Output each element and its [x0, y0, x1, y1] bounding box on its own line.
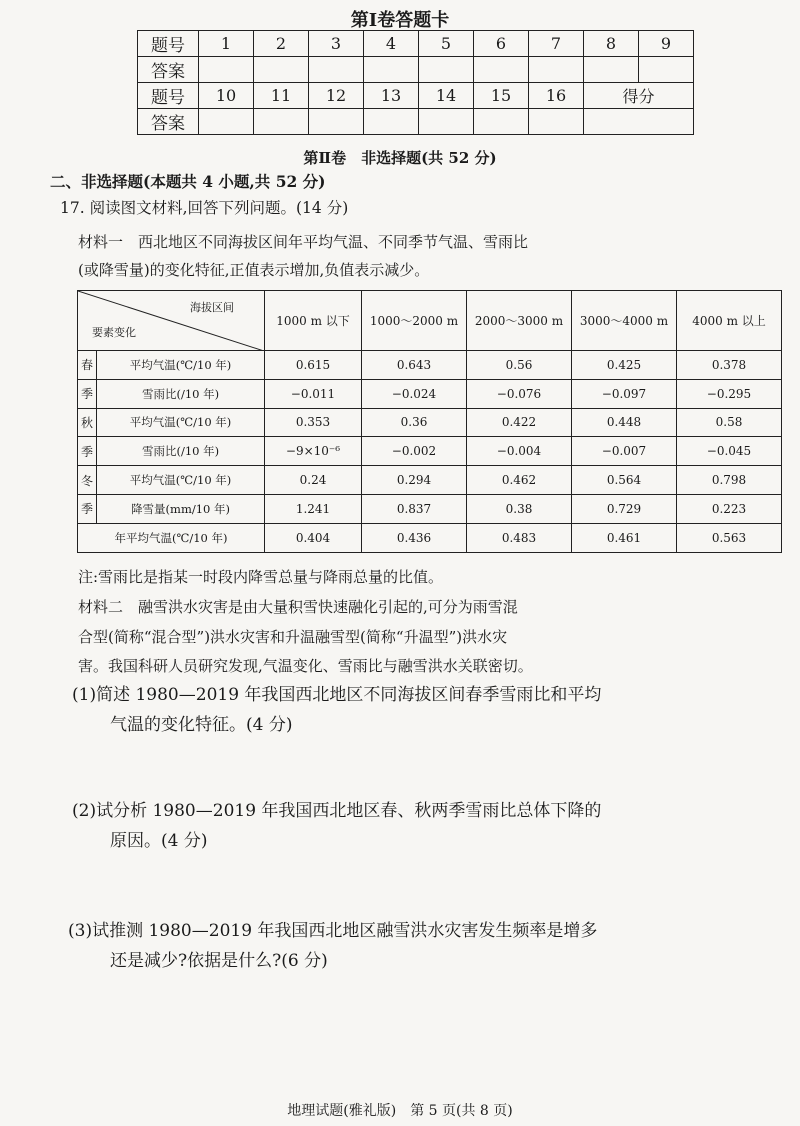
table-cell: −0.045	[677, 437, 782, 466]
answer-cell[interactable]	[254, 109, 309, 135]
material-1-line-1: 材料一 西北地区不同海拔区间年平均气温、不同季节气温、雪雨比	[78, 233, 529, 251]
material-2-line-2: 合型(简称“混合型”)洪水灾害和升温融雪型(简称“升温型”)洪水灾	[78, 628, 508, 646]
element-label: 平均气温(℃/10 年)	[97, 408, 265, 437]
table-cell: 0.462	[467, 466, 572, 495]
answer-cell[interactable]	[419, 57, 474, 83]
question-number: 9	[639, 31, 694, 57]
table-cell: 1.241	[265, 494, 362, 523]
table-cell: −0.097	[572, 379, 677, 408]
question-number: 4	[364, 31, 419, 57]
table-cell: −9×10⁻⁶	[265, 437, 362, 466]
table-cell: 0.425	[572, 351, 677, 380]
table-note: 注:雪雨比是指某一时段内降雪总量与降雨总量的比值。	[78, 568, 444, 586]
table-cell: 0.404	[265, 523, 362, 552]
table-cell: 0.563	[677, 523, 782, 552]
section-heading: 二、非选择题(本题共 4 小题,共 52 分)	[50, 172, 326, 191]
table-cell: 0.422	[467, 408, 572, 437]
element-label: 雪雨比(/10 年)	[97, 379, 265, 408]
table-cell: 0.24	[265, 466, 362, 495]
material-2-line-1: 材料二 融雪洪水灾害是由大量积雪快速融化引起的,可分为雨雪混	[78, 598, 518, 616]
table-cell: 0.38	[467, 494, 572, 523]
answer-cell[interactable]	[309, 57, 364, 83]
answer-cell[interactable]	[364, 57, 419, 83]
table-cell: 0.223	[677, 494, 782, 523]
question-number-header: 题号	[138, 31, 199, 57]
material-1-line-2: (或降雪量)的变化特征,正值表示增加,负值表示减少。	[78, 261, 430, 279]
answer-cell[interactable]	[364, 109, 419, 135]
question-17-stem: 17. 阅读图文材料,回答下列问题。(14 分)	[60, 199, 349, 217]
table-cell: 0.643	[362, 351, 467, 380]
question-number: 16	[529, 83, 584, 109]
table-cell: 0.56	[467, 351, 572, 380]
answer-header: 答案	[138, 57, 199, 83]
table-cell: −0.076	[467, 379, 572, 408]
climate-data-table	[77, 290, 782, 553]
table-cell: 0.729	[572, 494, 677, 523]
table-cell: 0.798	[677, 466, 782, 495]
question-number: 7	[529, 31, 584, 57]
column-header: 1000～2000 m	[362, 291, 467, 351]
answer-cell[interactable]	[584, 57, 639, 83]
question-number-header: 题号	[138, 83, 199, 109]
table-cell: −0.004	[467, 437, 572, 466]
answer-cell[interactable]	[474, 57, 529, 83]
question-1-line-1: (1)简述 1980—2019 年我国西北地区不同海拔区间春季雪雨比和平均	[72, 685, 602, 705]
season-label: 季	[78, 494, 97, 523]
answer-cell[interactable]	[529, 57, 584, 83]
element-label: 降雪量(mm/10 年)	[97, 494, 265, 523]
element-label: 平均气温(℃/10 年)	[97, 466, 265, 495]
answer-cell[interactable]	[529, 109, 584, 135]
question-number: 15	[474, 83, 529, 109]
score-cell[interactable]	[584, 109, 694, 135]
answer-cell[interactable]	[639, 57, 694, 83]
table-cell: 0.58	[677, 408, 782, 437]
question-2-line-1: (2)试分析 1980—2019 年我国西北地区春、秋两季雪雨比总体下降的	[72, 801, 602, 821]
answer-card-table	[137, 30, 694, 135]
section-title: 第Ⅱ卷 非选择题(共 52 分)	[303, 149, 497, 167]
question-3-line-1: (3)试推测 1980—2019 年我国西北地区融雪洪水灾害发生频率是增多	[68, 921, 598, 941]
question-number: 13	[364, 83, 419, 109]
question-number: 11	[254, 83, 309, 109]
answer-cell[interactable]	[309, 109, 364, 135]
table-cell: −0.024	[362, 379, 467, 408]
question-number: 5	[419, 31, 474, 57]
question-number: 8	[584, 31, 639, 57]
column-header: 2000～3000 m	[467, 291, 572, 351]
season-label: 季	[78, 437, 97, 466]
answer-cell[interactable]	[474, 109, 529, 135]
question-3-line-2: 还是减少?依据是什么?(6 分)	[110, 951, 328, 971]
question-number: 3	[309, 31, 364, 57]
season-label: 季	[78, 379, 97, 408]
answer-cell[interactable]	[199, 57, 254, 83]
table-cell: 0.436	[362, 523, 467, 552]
answer-cell[interactable]	[419, 109, 474, 135]
question-number: 6	[474, 31, 529, 57]
table-cell: 0.615	[265, 351, 362, 380]
table-cell: 0.353	[265, 408, 362, 437]
table-cell: 0.378	[677, 351, 782, 380]
table-cell: 0.448	[572, 408, 677, 437]
element-change-label: 要素变化	[92, 326, 136, 339]
table-cell: −0.011	[265, 379, 362, 408]
diagonal-line	[78, 291, 264, 351]
question-number: 12	[309, 83, 364, 109]
element-label: 平均气温(℃/10 年)	[97, 351, 265, 380]
season-label: 冬	[78, 466, 97, 495]
answer-card-title: 第Ⅰ卷答题卡	[350, 10, 450, 31]
table-cell: 0.483	[467, 523, 572, 552]
element-label: 雪雨比(/10 年)	[97, 437, 265, 466]
annual-temp-label: 年平均气温(℃/10 年)	[78, 523, 265, 552]
table-cell: 0.564	[572, 466, 677, 495]
answer-cell[interactable]	[199, 109, 254, 135]
question-2-line-2: 原因。(4 分)	[110, 831, 208, 851]
season-label: 秋	[78, 408, 97, 437]
question-number: 2	[254, 31, 309, 57]
table-cell: 0.294	[362, 466, 467, 495]
corner-header	[78, 291, 265, 351]
question-number: 1	[199, 31, 254, 57]
table-cell: 0.837	[362, 494, 467, 523]
table-cell: 0.36	[362, 408, 467, 437]
column-header: 1000 m 以下	[265, 291, 362, 351]
question-1-line-2: 气温的变化特征。(4 分)	[110, 715, 293, 735]
score-label: 得分	[584, 83, 694, 109]
season-label: 春	[78, 351, 97, 380]
table-cell: −0.295	[677, 379, 782, 408]
table-cell: −0.002	[362, 437, 467, 466]
material-2-line-3: 害。我国科研人员研究发现,气温变化、雪雨比与融雪洪水关联密切。	[78, 657, 533, 675]
altitude-range-label: 海拔区间	[190, 301, 234, 314]
column-header: 3000～4000 m	[572, 291, 677, 351]
table-cell: −0.007	[572, 437, 677, 466]
question-number: 14	[419, 83, 474, 109]
page-footer: 地理试题(雅礼版) 第 5 页(共 8 页)	[287, 1103, 513, 1119]
answer-cell[interactable]	[254, 57, 309, 83]
answer-header: 答案	[138, 109, 199, 135]
table-cell: 0.461	[572, 523, 677, 552]
question-number: 10	[199, 83, 254, 109]
column-header: 4000 m 以上	[677, 291, 782, 351]
